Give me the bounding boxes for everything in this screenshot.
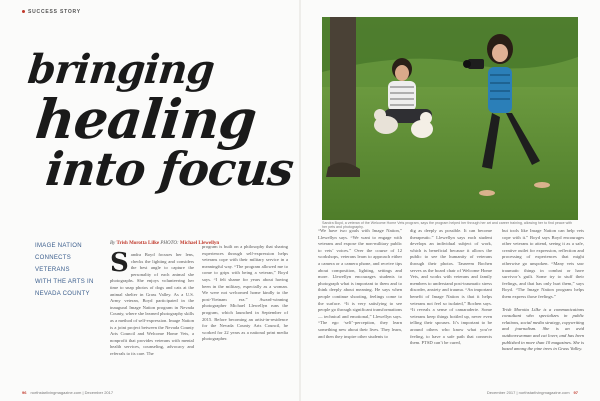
kicker — [35, 240, 105, 300]
article-column-3: “We have two goals with Image Nation,” Llewellyn says. “We want to engage with veterans and expose the non-military public to vets’ voices.” Over the course of 12 workshops, veterans learn to approach either a camera or a camera phone, and receive tips about composition, lighting, settings and more. Llewellyn encourages students to photograph what is important to them and to think deeply about meaning. He says when people continue shooting, feelings come to the surface. “It is very satisfying to see people go through significant transformations — technical and emotional,” Llewellyn says. “The ego ‘self’-perception, they learn something new about their lives. They learn, and then they inspire other students to — [318, 228, 402, 339]
kicker-line: WITH THE ARTS IN — [35, 279, 94, 285]
photo-caption: Sandra Boyd, a veteran of the Welcome Home Vets program, says the program helped her through her art and career training, allowing her to find peace with her pets and photography. — [322, 221, 573, 229]
bullet-icon — [22, 10, 25, 13]
headline-line-3: into focus — [43, 142, 296, 196]
article-column-1: Sandra Boyd focuses her lens, checks the lighting and considers the best angle to capture the personality of each animal she photographs. She enjoys volunteering her time to snap photos of dogs and cats at the animal shelter in Grass Valley. As a U.S. Army veteran, Boyd participated in the inaugural Image Nation program in Nevada County, where she learned photography skills as a method of self-expression. Image Nation is a joint project between the Nevada County Arts Council and Welcome Home Vets, a nonprofit that provides veterans with mental health services, counseling, advocacy and referrals to its care. The — [110, 248, 194, 356]
author-name: Trish Morotta Lilke — [116, 241, 160, 246]
article-column-2: program is built on a philosophy that sharing experiences through self-expression helps veterans cope with their military service in a meaningful way. “The program allowed me to come to grips with being a veteran,” Boyd says. “I felt shame for years about having been in the military, especially as a woman. We were not welcomed home kindly to the post-Vietnam era.” Award-winning photographer Michael Llewellyn runs the program, which launched in September of 2015. Before becoming an artist-in-residence for the Nevada County Arts Council, he worked for 22 years as a national print media photographer. — [202, 244, 288, 342]
photo-illustration — [322, 17, 578, 220]
headline-line-2: healing — [32, 87, 260, 151]
drop-cap: S — [110, 248, 129, 278]
section-tag: SUCCESS STORY — [22, 9, 81, 15]
article-text: but tools like Image Nation can help vets cope with it.” Boyd says Boyd encourages other veterans to attend, seeing it as a safe, creative outlet for expression, reflection and processing of experiences that might otherwise go unspoken. “Many vets saw traumatic things in combat or have survivor’s guilt. Some try to stuff their feelings, and that has only hurt them,” says Boyd. “The Image Nation program helps them express those feelings.” — [502, 228, 584, 299]
byline: By Trish Morotta Lilke PHOTO: Michael Llewellyn — [110, 241, 220, 246]
author-bio: Trish Morotta Lilke is a communications consultant who specializes in public relations, social media strategy, copywriting and journalism. She is an avid outdoorswoman and cat lover, and has been published in more than 10 magazines. She is based among the pine trees in Grass Valley. — [502, 306, 584, 352]
page-number: 97 — [573, 390, 578, 395]
footer-right: December 2017 | northstarlivingmagazine.com 97 — [486, 390, 578, 395]
kicker-line: IMAGE NATION — [35, 243, 82, 249]
headline-line-1: bringing — [25, 46, 217, 93]
footer-left: 96 northstarlivingmagazine.com | December 2017 — [22, 390, 114, 395]
article-column-4: dig as deeply as possible. It can become therapeutic.” Llewellyn says each student develops an individual subject of work, which is beneficial because it allows the public to see the humanity of veterans through their photos. Tasneem Bochen serves as the board chair of Welcome Home Vets, and works with veterans and family members to understand post-traumatic stress disorder, anxiety and trauma. “An important benefit of Image Nation is that it helps veterans not feel so isolated,” Bochen says. “It reveals a sense of camaraderie. Some veterans keep things bottled up, never even telling their spouses. It’s important to be around others who know what you’re feeling, to have a safe path that connects them. PTSD can’t be cured, — [410, 228, 492, 346]
page-gutter — [299, 0, 301, 401]
page-number: 96 — [22, 390, 27, 395]
kicker-line: NEVADA COUNTY — [35, 291, 90, 297]
kicker-line: CONNECTS VETERANS — [35, 255, 72, 273]
article-column-5 — [502, 228, 584, 353]
feature-photo — [322, 17, 578, 220]
photographer-name: Michael Llewellyn — [179, 241, 220, 246]
